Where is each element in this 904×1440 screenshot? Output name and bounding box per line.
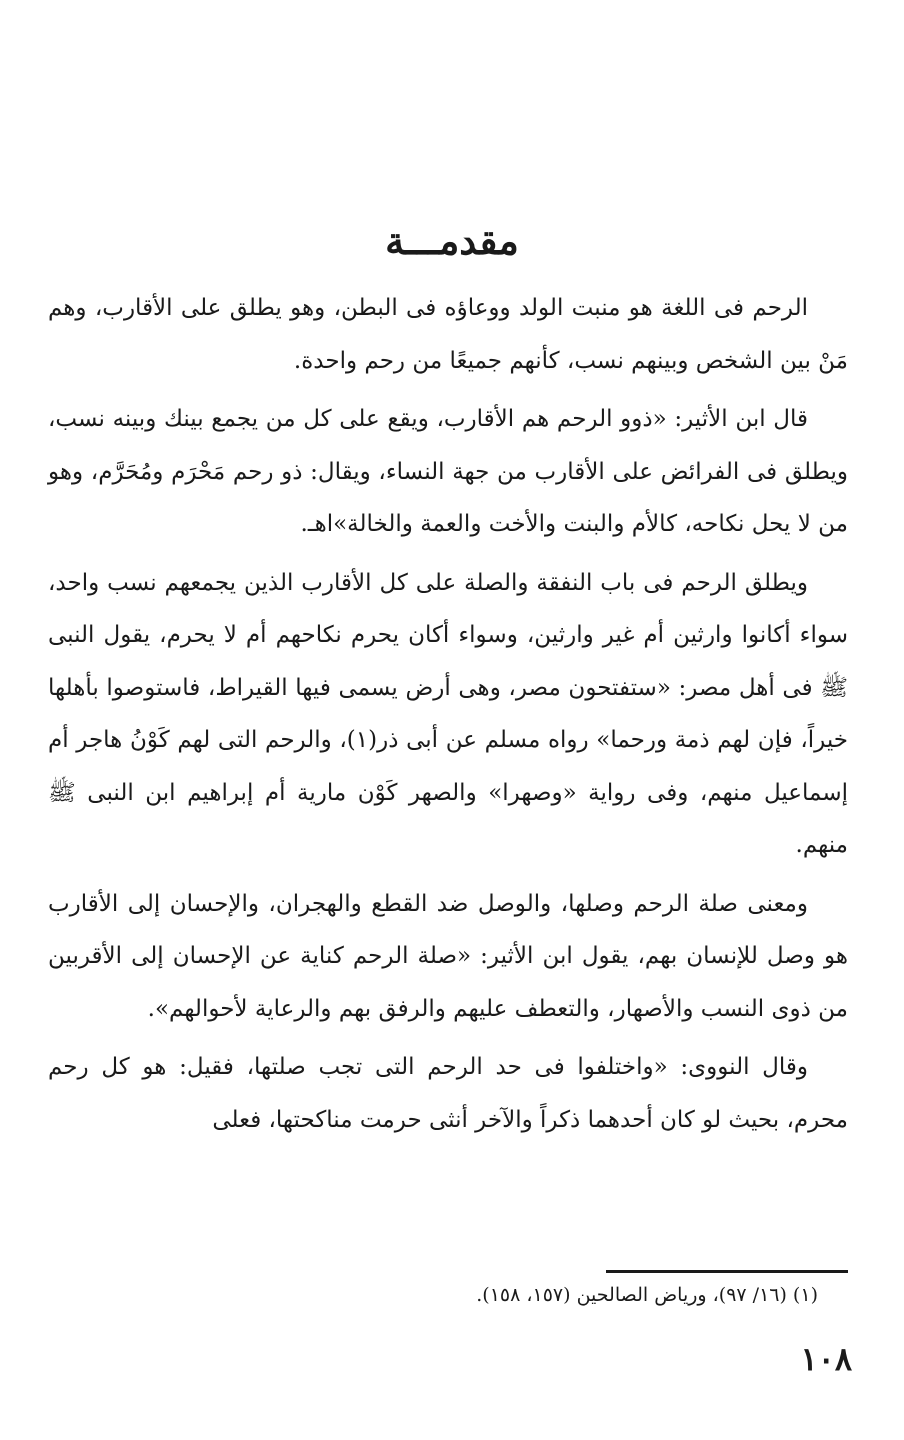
- paragraph: ومعنى صلة الرحم وصلها، والوصل ضد القطع والهجران، والإحسان إلى الأقارب هو وصل للإنسان بهم، يقول ابن الأثير: «صلة الرحم كناية عن الإحسان إلى الأقربين من ذوى النسب والأصهار، والتعطف عليهم والرفق بهم والرعاية لأحوالهم».: [48, 890, 848, 1022]
- page-number: ١٠٨: [800, 1340, 852, 1378]
- footnote-separator: [606, 1270, 848, 1273]
- footnote: (١) (١٦/ ٩٧)، ورياض الصالحين (١٥٧، ١٥٨).: [476, 1284, 818, 1306]
- paragraph: قال ابن الأثير: «ذوو الرحم هم الأقارب، ويقع على كل من يجمع بينك وبينه نسب، ويطلق فى الفرائض على الأقارب من جهة النساء، ويقال: ذو رحم مَحْرَم ومُحَرَّم، وهو من لا يحل نكاحه، كالأم والبنت والأخت والعمة والخالة»اهـ.: [48, 406, 848, 537]
- page-title: مقدمـــة: [385, 218, 519, 263]
- body-text: [48, 282, 848, 1152]
- paragraph: وقال النووى: «واختلفوا فى حد الرحم التى تجب صلتها، فقيل: هو كل رحم محرم، بحيث لو كان أحدهما ذكراً والآخر أنثى حرمت مناكحتها، فعلى: [48, 1054, 848, 1133]
- paragraph: الرحم فى اللغة هو منبت الولد ووعاؤه فى البطن، وهو يطلق على الأقارب، وهم مَنْ بين الشخص وبينهم نسب، كأنهم جميعًا من رحم واحدة.: [48, 295, 848, 374]
- paragraph: ويطلق الرحم فى باب النفقة والصلة على كل الأقارب الذين يجمعهم نسب واحد، سواء أكانوا وارثين أم غير وارثين، وسواء أكان يحرم نكاحهم أم لا يحرم، يقول النبى ﷺ فى أهل مصر: «ستفتحون مصر، وهى أرض يسمى فيها القيراط، فاستوصوا بأهلها خيراً، فإن لهم ذمة ورحما» رواه مسلم عن أبى ذر(١)، والرحم التى لهم كَوْنُ هاجر أم إسماعيل منهم، وفى رواية «وصهرا» والصهر كَوْن مارية أم إبراهيم ابن النبى ﷺ منهم.: [48, 569, 848, 858]
